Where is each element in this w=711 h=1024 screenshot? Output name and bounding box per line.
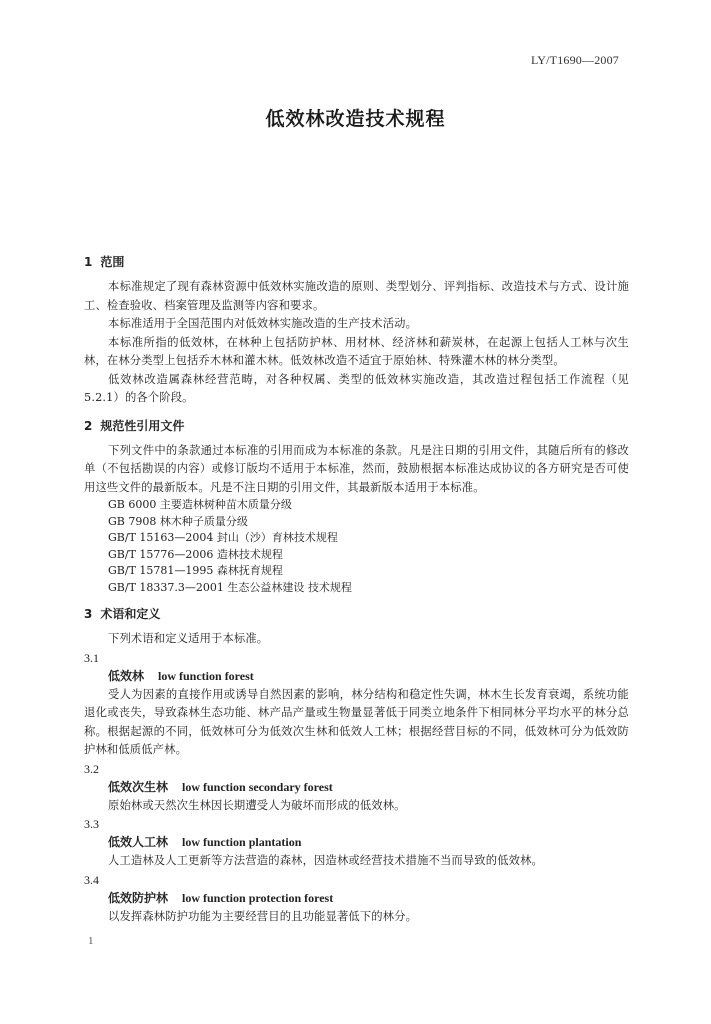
section-number: 2 [84,418,93,433]
term-name-en: low function forest [158,668,254,683]
document-title: 低效林改造技术规程 [265,108,446,130]
term-name-en: low function secondary forest [182,779,333,794]
term-number: 3.3 [84,817,99,831]
term-name-zh: 低效人工林 [108,835,169,849]
term-definition: 原始林或天然次生林因长期遭受人为破坏而形成的低效林。 [108,798,406,812]
scope-paragraph: 本标准所指的低效林，在林种上包括防护林、用材林、经济林和薪炭林，在起源上包括人工林与次生林，在林分类型上包括乔木林和灌木林。低效林改造不适宜于原始林、特殊灌木林的林分类型。 [84,335,629,367]
scope-paragraph: 本标准规定了现有森林资源中低效林实施改造的原则、类型划分、评判指标、改造技术与方式、设计施工、检查验收、档案管理及监测等内容和要求。 [84,280,629,312]
scope-paragraph: 本标准适用于全国范围内对低效林实施改造的生产技术活动。 [108,317,418,330]
references-intro: 下列文件中的条款通过本标准的引用而成为本标准的条款。凡是注日期的引用文件，其随后所有的修改单（不包括勘误的内容）或修订版均不适用于本标准，然而，鼓励根据本标准达成协议的各方研究是否可使用这些文件的最新版本。凡是不注日期的引用文件，其最新版本适用于本标准。 [84,443,629,494]
term-name-en: low function plantation [182,835,302,849]
term-name [108,667,629,686]
section-title: 规范性引用文件 [100,418,185,433]
reference-item: GB 6000 主要造林树种苗木质量分级 [108,498,292,511]
section-heading-scope [84,252,629,272]
term-definition: 以发挥森林防护功能为主要经营目的且功能显著低下的林分。 [108,909,418,923]
section-heading-terms [84,604,629,624]
reference-item: GB 7908 林木种子质量分级 [108,514,248,528]
term-name-zh: 低效林 [108,668,145,683]
term-name-zh: 低效次生林 [108,779,169,794]
terms-intro: 下列术语和定义适用于本标准。 [108,632,269,645]
term-name [108,778,629,797]
document-body [84,252,629,926]
reference-item: GB/T 15163—2004 封山（沙）育林技术规程 [108,531,338,544]
reference-item: GB/T 18337.3—2001 生态公益林建设 技术规程 [108,580,352,594]
term-name-zh: 低效防护林 [108,890,169,905]
section-number: 1 [84,255,93,269]
section-title: 术语和定义 [100,607,161,621]
section-heading-references [84,416,629,436]
reference-item: GB/T 15776—2006 造林技术规程 [108,547,283,561]
section-title: 范围 [100,255,125,269]
term-name [108,833,629,852]
section-number: 3 [84,607,93,621]
term-number: 3.1 [84,650,99,665]
term-name-en: low function protection forest [182,890,334,905]
term-number: 3.4 [84,872,99,887]
reference-item: GB/T 15781—1995 森林抚育规程 [108,564,283,577]
scope-paragraph: 低效林改造属森林经营范畴，对各种权属、类型的低效林实施改造，其改造过程包括工作流程（见5.2.1）的各个阶段。 [84,372,629,404]
page-number: 1 [88,935,94,947]
term-number: 3.2 [84,761,99,776]
term-definition: 受人为因素的直接作用或诱导自然因素的影响，林分结构和稳定性失调，林木生长发育衰竭，系统功能退化或丧失，导致森林生态功能、林产品产量或生物量显著低于同类立地条件下相同林分平均水平的林分总称。根据起源的不同，低效林可分为低效次生林和低效人工林；根据经营目标的不同，低效林可分为低效防护林和低质低产林。 [84,687,629,756]
standard-code: LY/T1690—2007 [530,53,619,67]
term-name [108,889,629,908]
term-definition: 人工造林及人工更新等方法营造的森林，因造林或经营技术措施不当而导致的低效林。 [108,854,543,867]
